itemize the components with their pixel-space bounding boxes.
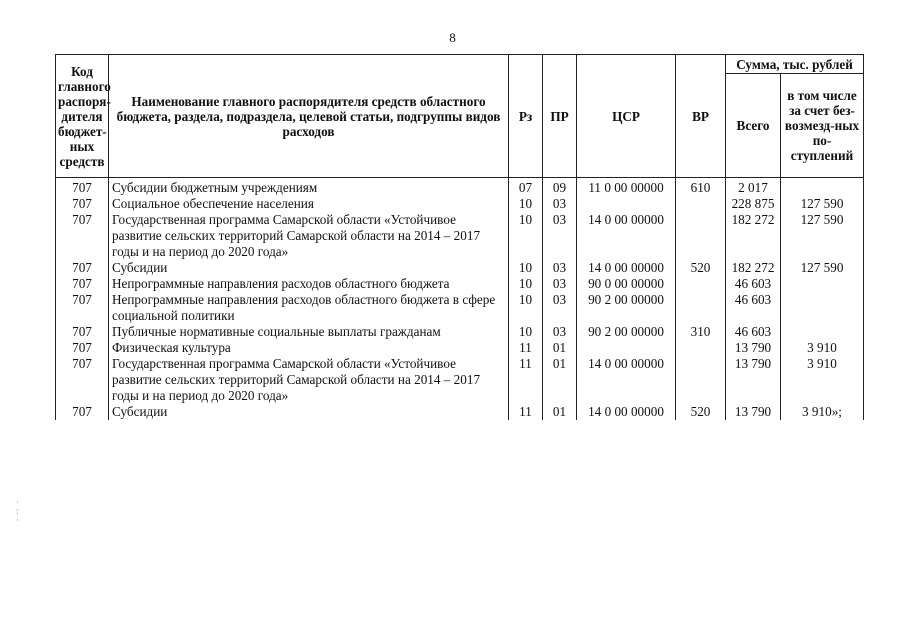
cell-rz: 10 [509,196,543,212]
cell-vr: 520 [676,404,726,420]
cell-code: 707 [56,260,109,276]
cell-csr: 14 0 00 00000 [577,212,676,260]
cell-rz: 07 [509,178,543,197]
cell-incl: 3 910 [781,356,864,404]
cell-name: Субсидии [109,260,509,276]
cell-total: 182 272 [726,260,781,276]
cell-pr: 03 [543,260,577,276]
cell-vr [676,276,726,292]
page-number: 8 [449,30,456,45]
cell-total: 228 875 [726,196,781,212]
cell-csr: 11 0 00 00000 [577,178,676,197]
scan-speck: · : · [16,497,19,525]
cell-csr [577,196,676,212]
header-vr: ВР [676,55,726,178]
cell-code: 707 [56,178,109,197]
cell-name: Субсидии [109,404,509,420]
cell-total: 46 603 [726,276,781,292]
table-row [56,356,864,404]
cell-incl: 3 910 [781,340,864,356]
cell-rz: 11 [509,356,543,404]
header-incl: в том числе за счет без-возмезд-ных по-ступлений [781,74,864,178]
cell-pr: 01 [543,404,577,420]
header-rz: Рз [509,55,543,178]
cell-code: 707 [56,340,109,356]
cell-pr: 01 [543,356,577,404]
cell-name: Субсидии бюджетным учреждениям [109,178,509,197]
cell-vr: 310 [676,324,726,340]
table-row [56,196,864,212]
cell-incl [781,276,864,292]
cell-pr: 03 [543,324,577,340]
cell-name: Непрограммные направления расходов областного бюджета [109,276,509,292]
cell-incl [781,324,864,340]
cell-pr: 01 [543,340,577,356]
cell-vr [676,340,726,356]
cell-csr: 90 2 00 00000 [577,324,676,340]
cell-rz: 10 [509,276,543,292]
cell-rz: 10 [509,292,543,324]
cell-incl [781,178,864,197]
cell-incl: 127 590 [781,196,864,212]
cell-pr: 03 [543,196,577,212]
cell-rz: 11 [509,340,543,356]
cell-name: Социальное обеспечение населения [109,196,509,212]
table-row [56,324,864,340]
cell-total: 2 017 [726,178,781,197]
cell-csr: 14 0 00 00000 [577,356,676,404]
header-sum: Сумма, тыс. рублей [726,55,864,74]
budget-table [55,54,864,420]
cell-pr: 03 [543,212,577,260]
cell-vr: 610 [676,178,726,197]
table-row [56,292,864,324]
table-row [56,276,864,292]
cell-pr: 03 [543,292,577,324]
cell-vr [676,356,726,404]
cell-incl: 127 590 [781,212,864,260]
cell-csr: 14 0 00 00000 [577,260,676,276]
cell-code: 707 [56,324,109,340]
cell-total: 46 603 [726,292,781,324]
table-row [56,212,864,260]
cell-name: Государственная программа Самарской области «Устойчивое развитие сельских территорий Самарской области на 2014 – 2017 годы и на период до 2020 года» [109,212,509,260]
cell-rz: 10 [509,212,543,260]
cell-code: 707 [56,212,109,260]
cell-csr: 90 2 00 00000 [577,292,676,324]
cell-rz: 11 [509,404,543,420]
cell-total: 13 790 [726,404,781,420]
cell-vr [676,196,726,212]
cell-name: Публичные нормативные социальные выплаты гражданам [109,324,509,340]
table-row [56,340,864,356]
cell-code: 707 [56,292,109,324]
header-total: Всего [726,74,781,178]
cell-code: 707 [56,404,109,420]
cell-total: 13 790 [726,340,781,356]
cell-rz: 10 [509,260,543,276]
cell-code: 707 [56,196,109,212]
cell-pr: 03 [543,276,577,292]
cell-csr: 90 0 00 00000 [577,276,676,292]
table-row [56,404,864,420]
cell-vr [676,292,726,324]
cell-incl: 127 590 [781,260,864,276]
header-name: Наименование главного распорядителя средств областного бюджета, раздела, подраздела, целевой статьи, подгруппы видов расходов [109,55,509,178]
cell-pr: 09 [543,178,577,197]
cell-name: Физическая культура [109,340,509,356]
cell-vr: 520 [676,260,726,276]
table-row [56,178,864,197]
header-code: Код главного распоря-дителя бюджет-ных средств [56,55,109,178]
cell-incl: 3 910»; [781,404,864,420]
header-pr: ПР [543,55,577,178]
cell-total: 13 790 [726,356,781,404]
cell-vr [676,212,726,260]
cell-name: Государственная программа Самарской области «Устойчивое развитие сельских территорий Самарской области на 2014 – 2017 годы и на период до 2020 года» [109,356,509,404]
cell-incl [781,292,864,324]
cell-csr: 14 0 00 00000 [577,404,676,420]
cell-total: 46 603 [726,324,781,340]
cell-code: 707 [56,356,109,404]
cell-name: Непрограммные направления расходов областного бюджета в сфере социальной политики [109,292,509,324]
cell-csr [577,340,676,356]
header-csr: ЦСР [577,55,676,178]
cell-rz: 10 [509,324,543,340]
table-row [56,260,864,276]
cell-code: 707 [56,276,109,292]
cell-total: 182 272 [726,212,781,260]
